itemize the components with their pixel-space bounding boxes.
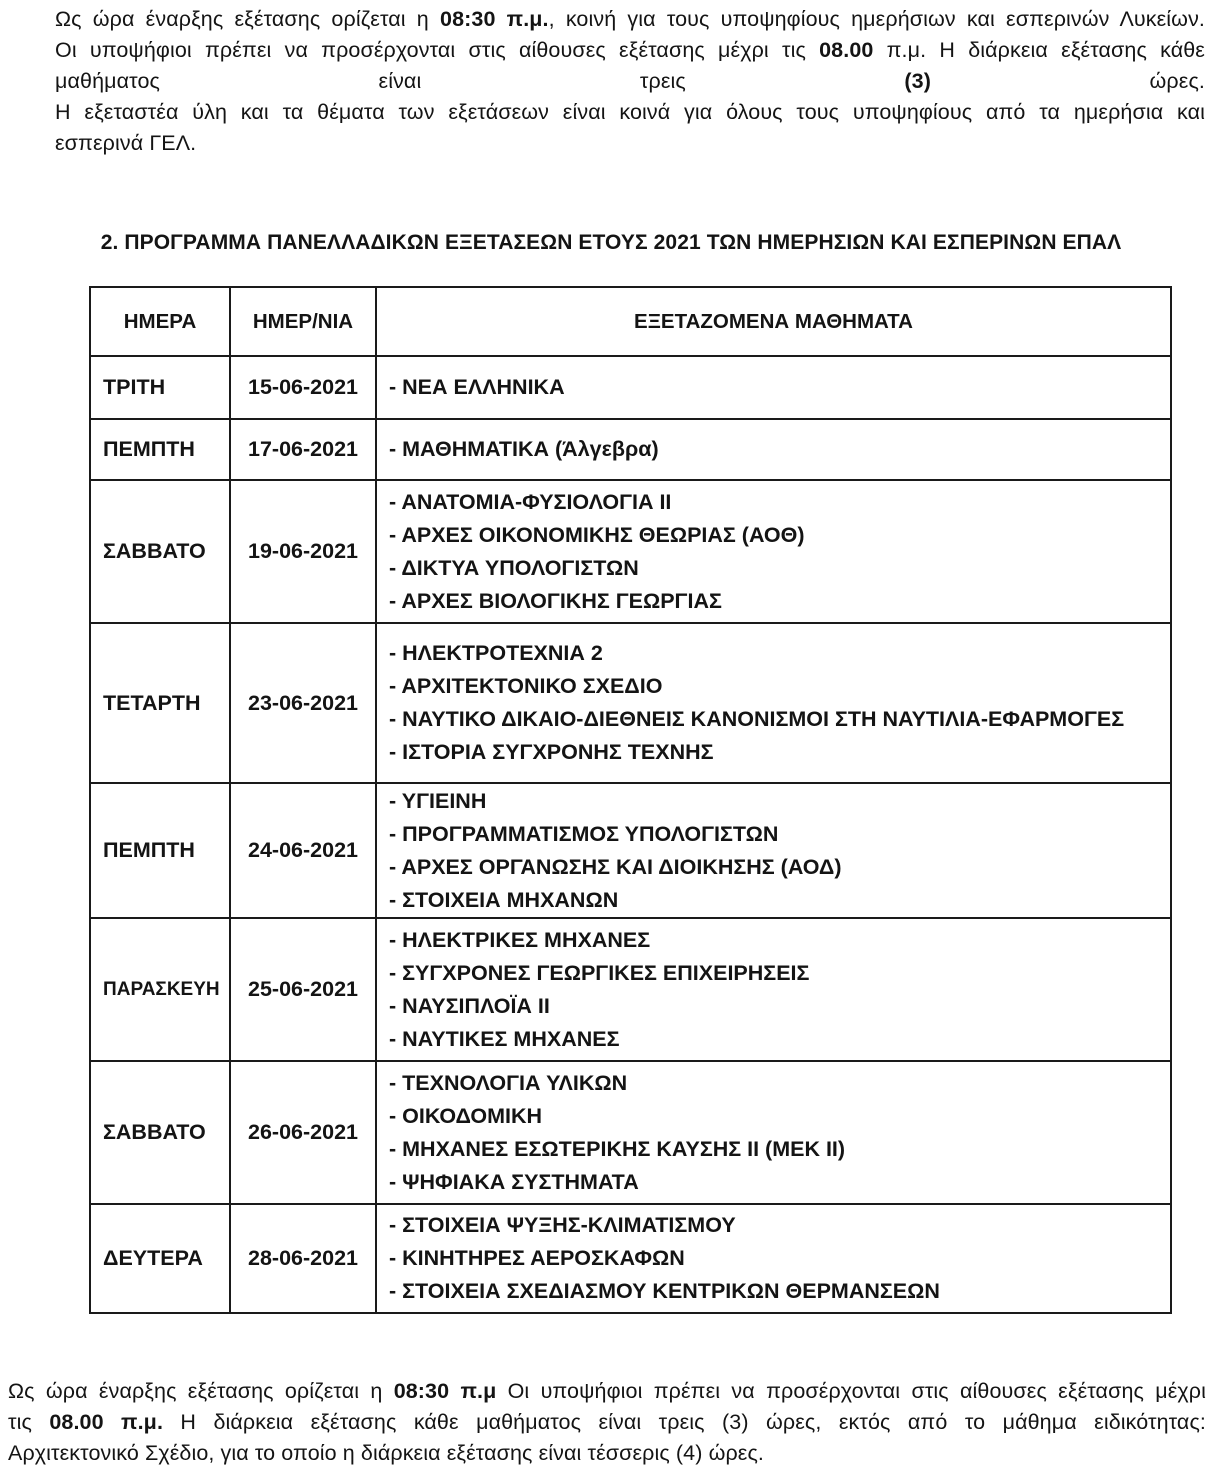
cell-day: ΠΑΡΑΣΚΕΥΗ	[90, 918, 230, 1061]
table-row	[90, 1204, 1171, 1313]
subject-item: - ΟΙΚΟΔΟΜΙΚΗ	[389, 1103, 543, 1128]
cell-date: 19-06-2021	[230, 480, 376, 623]
intro-paragraph-text: Η εξεταστέα ύλη και τα θέματα των εξετάσεων είναι κοινά για όλους τους υποψηφίους από τα ημερήσια και	[55, 100, 1205, 124]
intro-paragraph-text: 08:30 π.μ.	[440, 7, 549, 31]
subject-item: - ΝΑΥΣΙΠΛΟΪΑ ΙΙ	[389, 993, 550, 1018]
header-date: ΗΜΕΡ/ΝΙΑ	[230, 287, 376, 356]
intro-paragraph-text: Οι υποψήφιοι πρέπει να προσέρχονται στις αίθουσες εξέτασης μέχρι τις	[55, 38, 820, 62]
subject-item: - ΨΗΦΙΑΚΑ ΣΥΣΤΗΜΑΤΑ	[389, 1169, 639, 1194]
subject-item: - ΤΕΧΝΟΛΟΓΙΑ ΥΛΙΚΩΝ	[389, 1070, 628, 1095]
intro-paragraph-text: π.μ. Η διάρκεια εξέτασης κάθε	[873, 38, 1205, 62]
intro-paragraph	[55, 4, 1205, 159]
cell-date: 28-06-2021	[230, 1204, 376, 1313]
exam-schedule-table	[89, 286, 1172, 1314]
subject-item: - ΝΕΑ ΕΛΛΗΝΙΚΑ	[389, 375, 565, 399]
intro-paragraph-text: Ως ώρα έναρξης εξέτασης ορίζεται η	[55, 7, 441, 31]
cell-day: ΔΕΥΤΕΡΑ	[90, 1204, 230, 1313]
subject-item: - ΜΗΧΑΝΕΣ ΕΣΩΤΕΡΙΚΗΣ ΚΑΥΣΗΣ ΙΙ (ΜΕΚ ΙΙ)	[389, 1136, 846, 1161]
subject-item: - ΙΣΤΟΡΙΑ ΣΥΓΧΡΟΝΗΣ ΤΕΧΝΗΣ	[389, 740, 714, 764]
intro-paragraph-line	[55, 66, 1205, 97]
table-row	[90, 1061, 1171, 1204]
cell-subjects	[376, 356, 1171, 419]
subject-item: - ΣΤΟΙΧΕΙΑ ΜΗΧΑΝΩΝ	[389, 887, 619, 912]
intro-paragraph-text: εσπερινά ΓΕΛ.	[55, 131, 197, 155]
intro-paragraph-text: μαθήματος είναι τρεις	[55, 69, 905, 93]
cell-date: 24-06-2021	[230, 783, 376, 918]
closing-paragraph-text: 08.00 π.μ.	[49, 1410, 164, 1434]
subject-item: - ΝΑΥΤΙΚΕΣ ΜΗΧΑΝΕΣ	[389, 1026, 620, 1051]
subject-item: - ΗΛΕΚΤΡΙΚΕΣ ΜΗΧΑΝΕΣ	[389, 927, 651, 952]
intro-paragraph-text: (3)	[904, 69, 931, 93]
subject-item: - ΣΤΟΙΧΕΙΑ ΨΥΞΗΣ-ΚΛΙΜΑΤΙΣΜΟΥ	[389, 1213, 736, 1237]
closing-paragraph-line	[8, 1407, 1206, 1438]
header-day: ΗΜΕΡΑ	[90, 287, 230, 356]
cell-subjects	[376, 918, 1171, 1061]
cell-subjects	[376, 1061, 1171, 1204]
subject-item: - ΔΙΚΤΥΑ ΥΠΟΛΟΓΙΣΤΩΝ	[389, 555, 639, 580]
subject-item: - ΣΥΓΧΡΟΝΕΣ ΓΕΩΡΓΙΚΕΣ ΕΠΙΧΕΙΡΗΣΕΙΣ	[389, 960, 810, 985]
closing-paragraph-text: 08:30 π.μ	[393, 1379, 497, 1403]
cell-day: ΤΡΙΤΗ	[90, 356, 230, 419]
closing-paragraph-line	[8, 1376, 1206, 1407]
table-row	[90, 356, 1171, 419]
section-heading: 2. ΠΡΟΓΡΑΜΜΑ ΠΑΝΕΛΛΑΔΙΚΩΝ ΕΞΕΤΑΣΕΩΝ ΕΤΟΥΣ 2021 ΤΩΝ ΗΜΕΡΗΣΙΩΝ ΚΑΙ ΕΣΠΕΡΙΝΩΝ ΕΠΑΛ	[100, 231, 1122, 254]
subject-item: - ΑΝΑΤΟΜΙΑ-ΦΥΣΙΟΛΟΓΙΑ ΙΙ	[389, 489, 672, 514]
cell-subjects	[376, 1204, 1171, 1313]
closing-paragraph-text: τις	[8, 1410, 50, 1434]
cell-date: 26-06-2021	[230, 1061, 376, 1204]
cell-subjects	[376, 480, 1171, 623]
intro-paragraph-line	[55, 128, 1205, 159]
table-row	[90, 623, 1171, 783]
cell-date: 15-06-2021	[230, 356, 376, 419]
subject-item: - ΝΑΥΤΙΚΟ ΔΙΚΑΙΟ-ΔΙΕΘΝΕΙΣ ΚΑΝΟΝΙΣΜΟΙ ΣΤΗ ΝΑΥΤΙΛΙΑ-ΕΦΑΡΜΟΓΕΣ	[389, 707, 1125, 731]
intro-paragraph-text: ώρες.	[930, 69, 1205, 93]
table-header-row	[90, 287, 1171, 356]
subject-item: - ΑΡΧΕΣ ΟΙΚΟΝΟΜΙΚΗΣ ΘΕΩΡΙΑΣ (ΑΟΘ)	[389, 522, 805, 547]
intro-paragraph-text: , κοινή για τους υποψηφίους ημερήσιων και εσπερινών Λυκείων.	[548, 7, 1205, 31]
closing-paragraph-text: Οι υποψήφιοι πρέπει να προσέρχονται στις αίθουσες εξέτασης μέχρι	[496, 1379, 1206, 1403]
cell-day: ΤΕΤΑΡΤΗ	[90, 623, 230, 783]
cell-day: ΠΕΜΠΤΗ	[90, 783, 230, 918]
cell-subjects	[376, 623, 1171, 783]
cell-day: ΣΑΒΒΑΤΟ	[90, 480, 230, 623]
cell-day: ΠΕΜΠΤΗ	[90, 419, 230, 480]
header-subjects: ΕΞΕΤΑΖΟΜΕΝΑ ΜΑΘΗΜΑΤΑ	[376, 287, 1171, 356]
subject-item: - ΑΡΧΕΣ ΟΡΓΑΝΩΣΗΣ ΚΑΙ ΔΙΟΙΚΗΣΗΣ (ΑΟΔ)	[389, 854, 842, 879]
subject-item: - ΗΛΕΚΤΡΟΤΕΧΝΙΑ 2	[389, 641, 603, 665]
subject-item: - ΥΓΙΕΙΝΗ	[389, 788, 487, 813]
subject-item: - ΠΡΟΓΡΑΜΜΑΤΙΣΜΟΣ ΥΠΟΛΟΓΙΣΤΩΝ	[389, 821, 779, 846]
cell-subjects	[376, 783, 1171, 918]
table-row	[90, 783, 1171, 918]
subject-item: - ΜΑΘΗΜΑΤΙΚΑ (Άλγεβρα)	[389, 437, 659, 461]
closing-paragraph-text: Ως ώρα έναρξης εξέτασης ορίζεται η	[8, 1379, 394, 1403]
intro-paragraph-line	[55, 35, 1205, 66]
intro-paragraph-text: 08.00	[819, 38, 874, 62]
subject-item: - ΣΤΟΙΧΕΙΑ ΣΧΕΔΙΑΣΜΟΥ ΚΕΝΤΡΙΚΩΝ ΘΕΡΜΑΝΣΕΩΝ	[389, 1279, 940, 1303]
subject-item: - ΑΡΧΙΤΕΚΤΟΝΙΚΟ ΣΧΕΔΙΟ	[389, 674, 663, 698]
intro-paragraph-line	[55, 4, 1205, 35]
subject-item: - ΚΙΝΗΤΗΡΕΣ ΑΕΡΟΣΚΑΦΩΝ	[389, 1246, 685, 1270]
cell-date: 17-06-2021	[230, 419, 376, 480]
table-row	[90, 918, 1171, 1061]
table-body	[90, 356, 1171, 1313]
cell-date: 25-06-2021	[230, 918, 376, 1061]
cell-date: 23-06-2021	[230, 623, 376, 783]
closing-paragraph-text: Αρχιτεκτονικό Σχέδιο, για το οποίο η διάρκεια εξέτασης είναι τέσσερις (4) ώρες.	[8, 1441, 765, 1465]
closing-paragraph-text: Η διάρκεια εξέτασης κάθε μαθήματος είναι τρεις (3) ώρες, εκτός από το μάθημα ειδικότητας:	[163, 1410, 1206, 1434]
closing-paragraph-line	[8, 1438, 1206, 1469]
closing-paragraph	[8, 1376, 1206, 1469]
table-row	[90, 419, 1171, 480]
intro-paragraph-line	[55, 97, 1205, 128]
table-row	[90, 480, 1171, 623]
cell-subjects	[376, 419, 1171, 480]
cell-day: ΣΑΒΒΑΤΟ	[90, 1061, 230, 1204]
subject-item: - ΑΡΧΕΣ ΒΙΟΛΟΓΙΚΗΣ ΓΕΩΡΓΙΑΣ	[389, 588, 722, 613]
